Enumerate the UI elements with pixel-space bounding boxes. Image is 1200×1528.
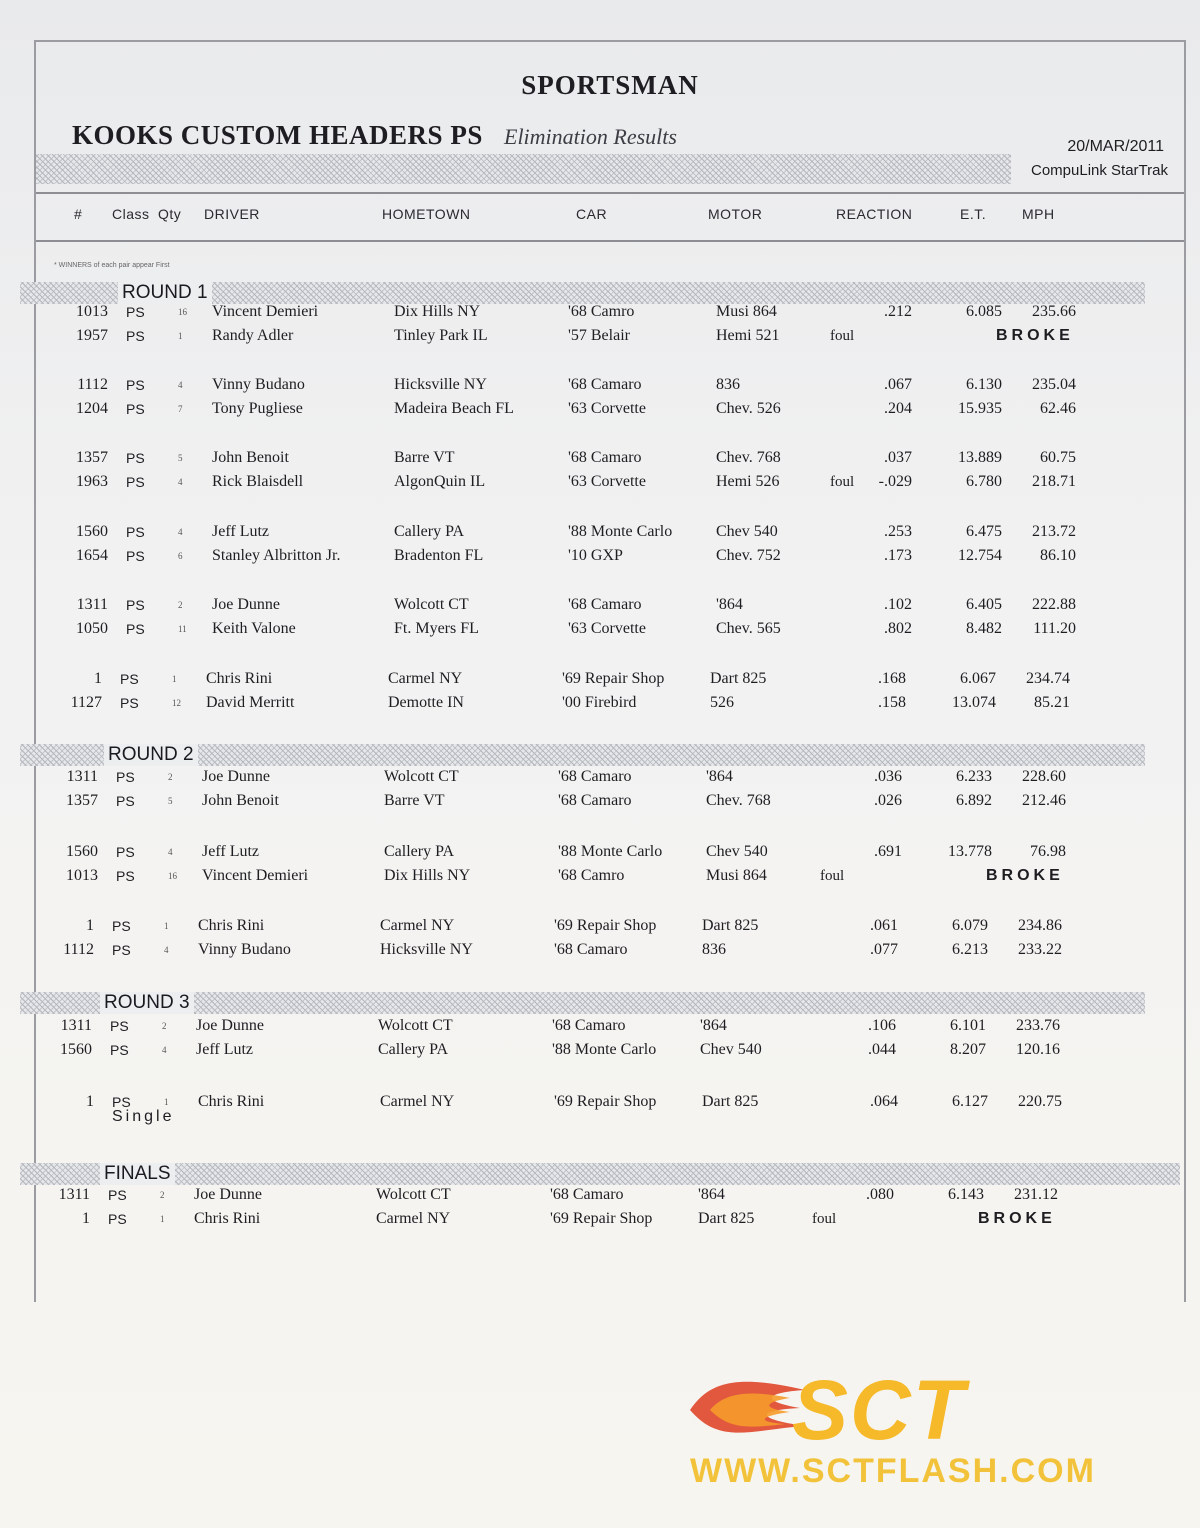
cell-motor: Chev. 752 bbox=[716, 547, 781, 564]
table-row bbox=[26, 1090, 1126, 1114]
cell-cls: PS bbox=[110, 1042, 129, 1058]
cell-et: 13.778 bbox=[948, 843, 992, 860]
cell-et: 8.482 bbox=[966, 620, 1002, 637]
cell-hometown: Wolcott CT bbox=[378, 1017, 453, 1034]
cell-num: 1 bbox=[94, 670, 102, 687]
cell-num: 1357 bbox=[66, 792, 98, 809]
cell-num: 1050 bbox=[76, 620, 108, 637]
cell-num: 1112 bbox=[63, 941, 94, 958]
col-header-motor: MOTOR bbox=[708, 206, 763, 222]
cell-driver: Joe Dunne bbox=[196, 1017, 264, 1034]
cell-et: 12.754 bbox=[958, 547, 1002, 564]
cell-driver: Chris Rini bbox=[198, 917, 265, 934]
cell-qty: 12 bbox=[172, 698, 181, 708]
cell-mph: 111.20 bbox=[1033, 620, 1076, 637]
table-row bbox=[40, 470, 1140, 494]
single-run-label: Single bbox=[112, 1108, 175, 1125]
cell-num: 1357 bbox=[76, 449, 108, 466]
sct-logo bbox=[680, 1360, 1170, 1500]
cell-rt: .064 bbox=[870, 1093, 898, 1110]
cell-car: '68 Camaro bbox=[550, 1186, 624, 1203]
cell-car: '68 Camaro bbox=[554, 941, 628, 958]
cell-cls: PS bbox=[126, 474, 145, 490]
cell-motor: Chev 540 bbox=[706, 843, 768, 860]
cell-hometown: Callery PA bbox=[378, 1041, 449, 1058]
cell-hometown: Dix Hills NY bbox=[384, 867, 471, 884]
cell-cls: PS bbox=[126, 401, 145, 417]
cell-driver: Vincent Demieri bbox=[212, 303, 319, 320]
cell-foul: foul bbox=[830, 474, 855, 490]
cell-mph: 62.46 bbox=[1040, 400, 1076, 417]
cell-car: '68 Camaro bbox=[558, 768, 632, 785]
cell-num: 1 bbox=[86, 917, 94, 934]
winners-note: * WINNERS of each pair appear First bbox=[54, 262, 170, 269]
cell-mph: 222.88 bbox=[1032, 596, 1076, 613]
cell-note: BROKE bbox=[978, 1210, 1056, 1227]
cell-motor: Musi 864 bbox=[716, 303, 777, 320]
cell-driver: David Merritt bbox=[206, 694, 295, 711]
cell-et: 6.143 bbox=[948, 1186, 984, 1203]
cell-qty: 2 bbox=[178, 600, 183, 610]
cell-motor: Chev. 565 bbox=[716, 620, 781, 637]
event-subtitle: Elimination Results bbox=[504, 124, 677, 149]
cell-qty: 4 bbox=[162, 1045, 167, 1055]
cell-et: 6.475 bbox=[966, 523, 1002, 540]
cell-motor: 836 bbox=[716, 376, 740, 393]
table-row bbox=[24, 1038, 1124, 1062]
cell-driver: Jeff Lutz bbox=[202, 843, 260, 860]
cell-driver: Jeff Lutz bbox=[196, 1041, 254, 1058]
cell-motor: Chev. 768 bbox=[716, 449, 781, 466]
cell-hometown: Dix Hills NY bbox=[394, 303, 481, 320]
cell-cls: PS bbox=[126, 450, 145, 466]
col-header-qty: Qty bbox=[158, 206, 182, 222]
cell-num: 1311 bbox=[66, 768, 98, 785]
cell-et: 6.079 bbox=[952, 917, 988, 934]
cell-rt: .802 bbox=[884, 620, 912, 637]
cell-hometown: Carmel NY bbox=[380, 917, 455, 934]
cell-et: 6.892 bbox=[956, 792, 992, 809]
cell-rt: .168 bbox=[878, 670, 906, 687]
cell-cls: PS bbox=[126, 548, 145, 564]
cell-et: 6.405 bbox=[966, 596, 1002, 613]
table-row bbox=[40, 544, 1140, 568]
logo-url-text: WWW.SCTFLASH.COM bbox=[690, 1452, 1096, 1490]
cell-driver: Keith Valone bbox=[212, 620, 296, 637]
cell-hometown: Ft. Myers FL bbox=[394, 620, 479, 637]
cell-car: '69 Repair Shop bbox=[554, 917, 657, 934]
cell-car: '68 Camaro bbox=[552, 1017, 626, 1034]
flame-icon bbox=[680, 1360, 810, 1460]
cell-foul: foul bbox=[820, 868, 845, 884]
cell-note: BROKE bbox=[986, 867, 1064, 884]
cell-driver: Stanley Albritton Jr. bbox=[212, 547, 341, 564]
cell-qty: 2 bbox=[162, 1021, 167, 1031]
cell-num: 1654 bbox=[76, 547, 108, 564]
cell-cls: PS bbox=[116, 868, 135, 884]
cell-hometown: Wolcott CT bbox=[376, 1186, 451, 1203]
cell-motor: '864 bbox=[700, 1017, 727, 1034]
cell-hometown: Demotte IN bbox=[388, 694, 464, 711]
event-date: 20/MAR/2011 bbox=[1067, 138, 1164, 155]
cell-motor: Dart 825 bbox=[702, 917, 759, 934]
cell-car: '68 Camaro bbox=[568, 449, 642, 466]
cell-qty: 2 bbox=[168, 772, 173, 782]
cell-driver: Chris Rini bbox=[206, 670, 273, 687]
round-band bbox=[20, 744, 1145, 766]
cell-rt: .061 bbox=[870, 917, 898, 934]
cell-car: '63 Corvette bbox=[568, 620, 646, 637]
cell-num: 1560 bbox=[76, 523, 108, 540]
cell-motor: Chev. 768 bbox=[706, 792, 771, 809]
cell-num: 1560 bbox=[66, 843, 98, 860]
cell-rt: .080 bbox=[866, 1186, 894, 1203]
cell-car: '68 Camaro bbox=[558, 792, 632, 809]
col-header-mph: MPH bbox=[1022, 206, 1055, 222]
cell-hometown: Callery PA bbox=[394, 523, 465, 540]
page-title: SPORTSMAN bbox=[521, 70, 699, 100]
cell-cls: PS bbox=[116, 793, 135, 809]
table-row bbox=[34, 667, 1134, 691]
round-band bbox=[20, 1163, 1180, 1185]
cell-motor: Hemi 521 bbox=[716, 327, 780, 344]
cell-driver: John Benoit bbox=[212, 449, 289, 466]
cell-hometown: Hicksville NY bbox=[394, 376, 487, 393]
cell-car: '69 Repair Shop bbox=[554, 1093, 657, 1110]
cell-num: 1013 bbox=[66, 867, 98, 884]
cell-rt: .691 bbox=[874, 843, 902, 860]
cell-car: '68 Camaro bbox=[568, 596, 642, 613]
cell-cls: PS bbox=[126, 524, 145, 540]
cell-cls: PS bbox=[126, 304, 145, 320]
event-name: KOOKS CUSTOM HEADERS PS bbox=[72, 120, 483, 150]
cell-rt: -.029 bbox=[878, 473, 912, 490]
cell-num: 1204 bbox=[76, 400, 108, 417]
cell-motor: '864 bbox=[698, 1186, 725, 1203]
cell-qty: 6 bbox=[178, 551, 183, 561]
cell-mph: 234.74 bbox=[1026, 670, 1070, 687]
col-header-car: CAR bbox=[576, 206, 608, 222]
cell-mph: 235.66 bbox=[1032, 303, 1076, 320]
cell-car: '88 Monte Carlo bbox=[552, 1041, 657, 1058]
cell-hometown: Barre VT bbox=[384, 792, 445, 809]
cell-et: 6.130 bbox=[966, 376, 1002, 393]
cell-mph: 85.21 bbox=[1034, 694, 1070, 711]
cell-cls: PS bbox=[112, 918, 131, 934]
cell-motor: '864 bbox=[716, 596, 743, 613]
cell-cls: PS bbox=[126, 597, 145, 613]
cell-driver: Rick Blaisdell bbox=[212, 473, 304, 490]
cell-mph: 76.98 bbox=[1030, 843, 1066, 860]
cell-et: 6.213 bbox=[952, 941, 988, 958]
cell-cls: PS bbox=[126, 621, 145, 637]
cell-et: 6.085 bbox=[966, 303, 1002, 320]
cell-mph: 231.12 bbox=[1014, 1186, 1058, 1203]
cell-cls: PS bbox=[120, 671, 139, 687]
cell-rt: .026 bbox=[874, 792, 902, 809]
cell-qty: 4 bbox=[168, 847, 173, 857]
table-row bbox=[40, 617, 1140, 641]
cell-car: '68 Camro bbox=[568, 303, 635, 320]
cell-car: '68 Camaro bbox=[568, 376, 642, 393]
cell-rt: .212 bbox=[884, 303, 912, 320]
cell-qty: 11 bbox=[178, 624, 187, 634]
cell-rt: .037 bbox=[884, 449, 912, 466]
cell-foul: foul bbox=[812, 1211, 837, 1227]
cell-hometown: Tinley Park IL bbox=[394, 327, 488, 344]
cell-qty: 1 bbox=[164, 921, 169, 931]
cell-qty: 16 bbox=[168, 871, 177, 881]
cell-et: 15.935 bbox=[958, 400, 1002, 417]
table-row bbox=[40, 397, 1140, 421]
cell-mph: 233.76 bbox=[1016, 1017, 1060, 1034]
cell-driver: Vincent Demieri bbox=[202, 867, 309, 884]
header-hatch-band bbox=[36, 154, 1011, 184]
cell-hometown: Wolcott CT bbox=[394, 596, 469, 613]
cell-motor: Hemi 526 bbox=[716, 473, 780, 490]
cell-hometown: Carmel NY bbox=[380, 1093, 455, 1110]
cell-mph: 235.04 bbox=[1032, 376, 1076, 393]
cell-note: BROKE bbox=[996, 327, 1074, 344]
table-row bbox=[30, 840, 1130, 864]
table-row bbox=[24, 1014, 1124, 1038]
cell-foul: foul bbox=[830, 328, 855, 344]
cell-hometown: Barre VT bbox=[394, 449, 455, 466]
cell-driver: Tony Pugliese bbox=[212, 400, 303, 417]
cell-motor: Chev 540 bbox=[716, 523, 778, 540]
cell-car: '88 Monte Carlo bbox=[568, 523, 673, 540]
cell-car: '68 Camro bbox=[558, 867, 625, 884]
logo-brand-text: SCT bbox=[792, 1363, 966, 1457]
cell-driver: John Benoit bbox=[202, 792, 279, 809]
cell-car: '63 Corvette bbox=[568, 400, 646, 417]
table-row bbox=[40, 373, 1140, 397]
cell-motor: Dart 825 bbox=[702, 1093, 759, 1110]
cell-cls: PS bbox=[126, 328, 145, 344]
cell-num: 1560 bbox=[60, 1041, 92, 1058]
cell-num: 1 bbox=[82, 1210, 90, 1227]
table-row bbox=[40, 324, 1140, 348]
cell-car: '88 Monte Carlo bbox=[558, 843, 663, 860]
table-row bbox=[30, 765, 1130, 789]
cell-mph: 234.86 bbox=[1018, 917, 1062, 934]
round-label: ROUND 1 bbox=[118, 282, 212, 304]
cell-hometown: Bradenton FL bbox=[394, 547, 484, 564]
cell-rt: .106 bbox=[868, 1017, 896, 1034]
cell-hometown: Wolcott CT bbox=[384, 768, 459, 785]
cell-et: 13.074 bbox=[952, 694, 996, 711]
cell-hometown: Madeira Beach FL bbox=[394, 400, 514, 417]
cell-qty: 1 bbox=[178, 331, 183, 341]
cell-car: '63 Corvette bbox=[568, 473, 646, 490]
col-header-driver: DRIVER bbox=[204, 206, 260, 222]
cell-motor: Dart 825 bbox=[698, 1210, 755, 1227]
cell-qty: 5 bbox=[168, 796, 173, 806]
cell-cls: PS bbox=[120, 695, 139, 711]
cell-rt: .204 bbox=[884, 400, 912, 417]
cell-motor: '864 bbox=[706, 768, 733, 785]
cell-mph: 218.71 bbox=[1032, 473, 1076, 490]
cell-num: 1963 bbox=[76, 473, 108, 490]
cell-qty: 4 bbox=[178, 380, 183, 390]
cell-num: 1957 bbox=[76, 327, 108, 344]
cell-driver: Joe Dunne bbox=[202, 768, 270, 785]
cell-mph: 220.75 bbox=[1018, 1093, 1062, 1110]
cell-mph: 60.75 bbox=[1040, 449, 1076, 466]
cell-rt: .173 bbox=[884, 547, 912, 564]
cell-num: 1013 bbox=[76, 303, 108, 320]
cell-num: 1112 bbox=[77, 376, 108, 393]
table-row bbox=[40, 593, 1140, 617]
col-header-num: # bbox=[74, 206, 83, 222]
round-label: FINALS bbox=[100, 1163, 175, 1185]
table-row bbox=[26, 938, 1126, 962]
cell-rt: .036 bbox=[874, 768, 902, 785]
cell-cls: PS bbox=[108, 1211, 127, 1227]
table-row bbox=[40, 446, 1140, 470]
cell-car: '00 Firebird bbox=[562, 694, 637, 711]
cell-driver: Randy Adler bbox=[212, 327, 294, 344]
cell-et: 6.067 bbox=[960, 670, 996, 687]
cell-et: 13.889 bbox=[958, 449, 1002, 466]
cell-cls: PS bbox=[116, 769, 135, 785]
cell-qty: 1 bbox=[172, 674, 177, 684]
cell-qty: 5 bbox=[178, 453, 183, 463]
cell-motor: Dart 825 bbox=[710, 670, 767, 687]
cell-rt: .077 bbox=[870, 941, 898, 958]
cell-et: 6.127 bbox=[952, 1093, 988, 1110]
cell-num: 1311 bbox=[60, 1017, 92, 1034]
cell-driver: Jeff Lutz bbox=[212, 523, 270, 540]
round-label: ROUND 3 bbox=[100, 992, 194, 1014]
cell-driver: Chris Rini bbox=[194, 1210, 261, 1227]
cell-qty: 1 bbox=[160, 1214, 165, 1224]
header-rule-bottom bbox=[36, 240, 1184, 242]
table-row bbox=[30, 789, 1130, 813]
table-row bbox=[30, 864, 1130, 888]
cell-rt: .044 bbox=[868, 1041, 896, 1058]
cell-motor: Chev. 526 bbox=[716, 400, 781, 417]
cell-mph: 233.22 bbox=[1018, 941, 1062, 958]
cell-hometown: Hicksville NY bbox=[380, 941, 473, 958]
cell-et: 6.233 bbox=[956, 768, 992, 785]
cell-qty: 2 bbox=[160, 1190, 165, 1200]
cell-motor: 836 bbox=[702, 941, 726, 958]
cell-cls: PS bbox=[110, 1018, 129, 1034]
cell-motor: Musi 864 bbox=[706, 867, 767, 884]
col-header-class: Class bbox=[112, 206, 150, 222]
cell-cls: PS bbox=[112, 1094, 131, 1110]
col-header-hometown: HOMETOWN bbox=[382, 206, 471, 222]
cell-car: '57 Belair bbox=[568, 327, 630, 344]
cell-hometown: Carmel NY bbox=[376, 1210, 451, 1227]
cell-driver: Vinny Budano bbox=[212, 376, 305, 393]
cell-mph: 86.10 bbox=[1040, 547, 1076, 564]
col-header-reaction: REACTION bbox=[836, 206, 913, 222]
table-row bbox=[34, 691, 1134, 715]
cell-et: 6.780 bbox=[966, 473, 1002, 490]
table-row bbox=[40, 300, 1140, 324]
table-row bbox=[22, 1183, 1122, 1207]
cell-num: 1311 bbox=[76, 596, 108, 613]
cell-hometown: AlgonQuin IL bbox=[394, 473, 486, 490]
cell-cls: PS bbox=[108, 1187, 127, 1203]
table-row bbox=[40, 520, 1140, 544]
cell-car: '69 Repair Shop bbox=[562, 670, 665, 687]
header-rule-top bbox=[36, 192, 1184, 194]
cell-num: 1127 bbox=[70, 694, 102, 711]
cell-mph: 213.72 bbox=[1032, 523, 1076, 540]
cell-rt: .067 bbox=[884, 376, 912, 393]
cell-mph: 120.16 bbox=[1016, 1041, 1060, 1058]
cell-cls: PS bbox=[126, 377, 145, 393]
cell-motor: Chev 540 bbox=[700, 1041, 762, 1058]
round-label: ROUND 2 bbox=[104, 744, 198, 766]
cell-num: 1 bbox=[86, 1093, 94, 1110]
cell-hometown: Carmel NY bbox=[388, 670, 463, 687]
cell-driver: Joe Dunne bbox=[212, 596, 280, 613]
cell-qty: 7 bbox=[178, 404, 183, 414]
cell-qty: 4 bbox=[178, 477, 183, 487]
timing-system: CompuLink StarTrak bbox=[1031, 162, 1168, 179]
cell-rt: .102 bbox=[884, 596, 912, 613]
cell-motor: 526 bbox=[710, 694, 734, 711]
cell-mph: 228.60 bbox=[1022, 768, 1066, 785]
cell-driver: Chris Rini bbox=[198, 1093, 265, 1110]
cell-rt: .158 bbox=[878, 694, 906, 711]
cell-hometown: Callery PA bbox=[384, 843, 455, 860]
cell-rt: .253 bbox=[884, 523, 912, 540]
cell-driver: Joe Dunne bbox=[194, 1186, 262, 1203]
col-header-et: E.T. bbox=[960, 206, 987, 222]
round-band bbox=[20, 992, 1145, 1014]
table-row bbox=[26, 914, 1126, 938]
cell-qty: 1 bbox=[164, 1097, 169, 1107]
cell-cls: PS bbox=[116, 844, 135, 860]
cell-et: 8.207 bbox=[950, 1041, 986, 1058]
cell-qty: 4 bbox=[178, 527, 183, 537]
cell-driver: Vinny Budano bbox=[198, 941, 291, 958]
cell-car: '10 GXP bbox=[568, 547, 623, 564]
cell-et: 6.101 bbox=[950, 1017, 986, 1034]
cell-qty: 16 bbox=[178, 307, 187, 317]
cell-cls: PS bbox=[112, 942, 131, 958]
cell-car: '69 Repair Shop bbox=[550, 1210, 653, 1227]
cell-qty: 4 bbox=[164, 945, 169, 955]
cell-num: 1311 bbox=[58, 1186, 90, 1203]
table-row bbox=[22, 1207, 1122, 1231]
cell-mph: 212.46 bbox=[1022, 792, 1066, 809]
